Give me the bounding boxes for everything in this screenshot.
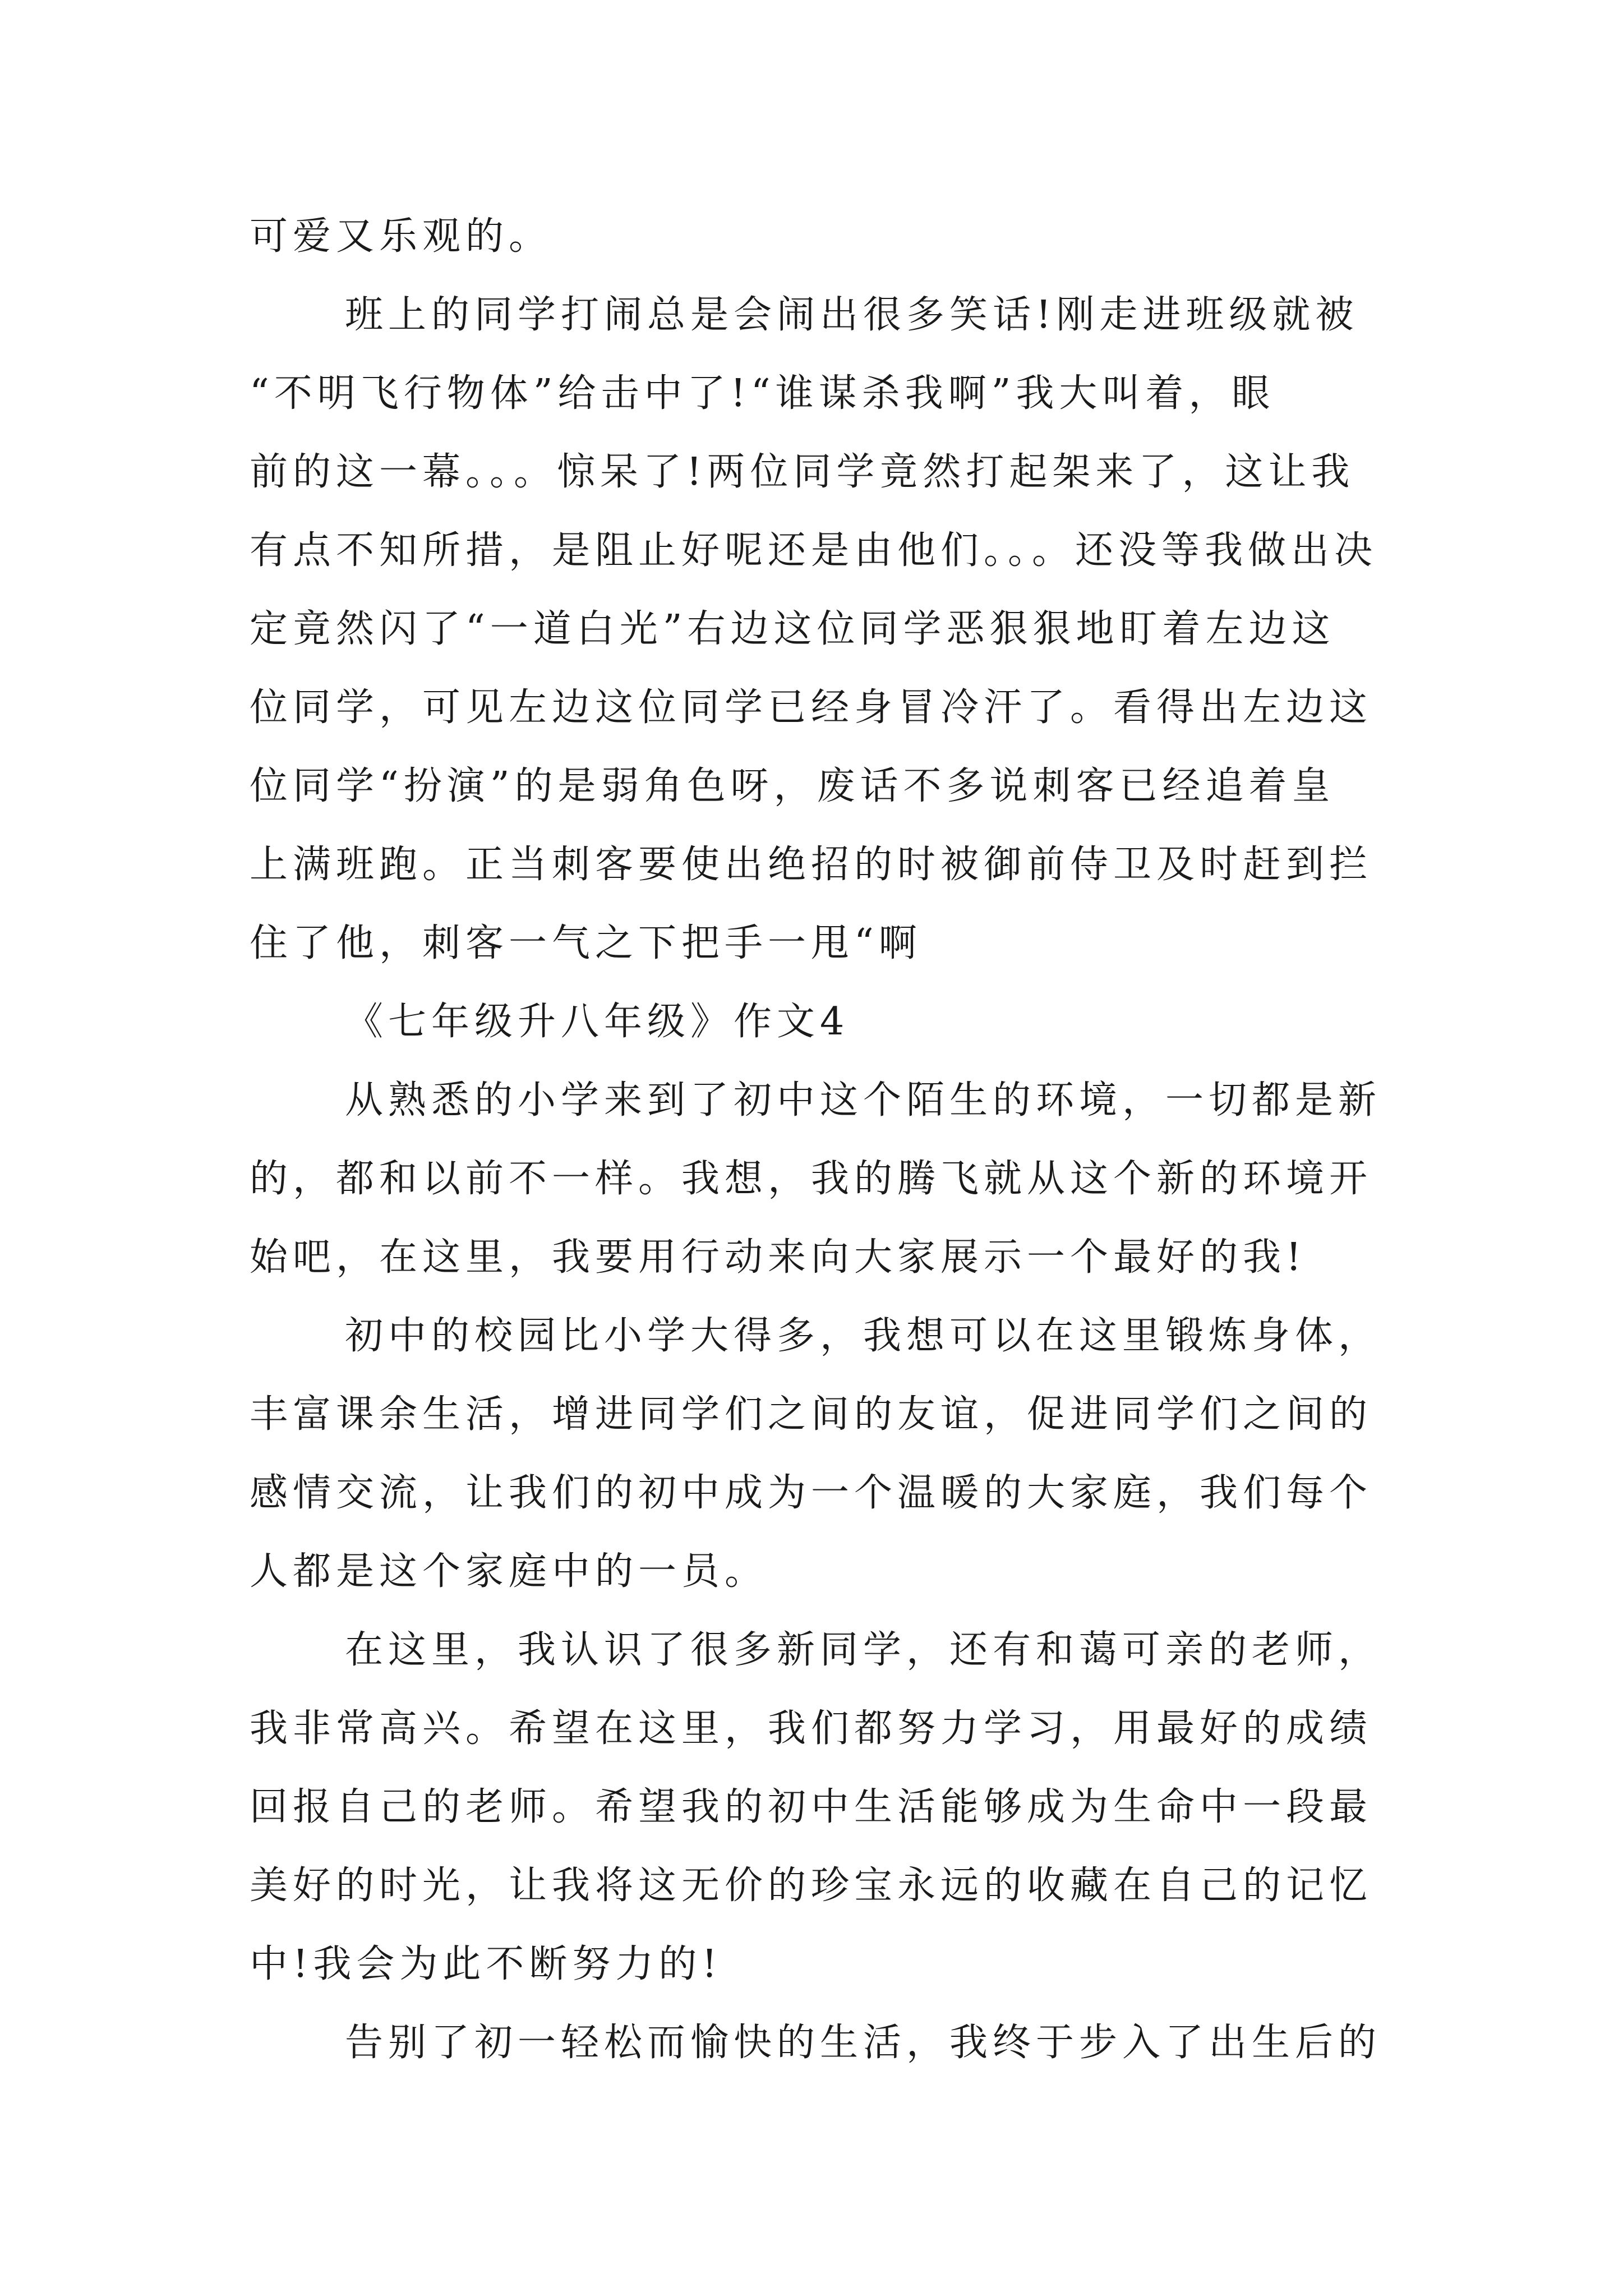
text-line: 感情交流，让我们的初中成为一个温暖的大家庭，我们每个 [250, 1471, 1373, 1515]
text-line: 住了他，刺客一气之下把手一甩“啊 [250, 921, 922, 965]
text-line: 的，都和以前不一样。我想，我的腾飞就从这个新的环境开 [250, 1157, 1373, 1201]
text-line: 定竟然闪了“一道白光”右边这位同学恶狠狠地盯着左边这 [250, 607, 1335, 651]
text-line: 始吧，在这里，我要用行动来向大家展示一个最好的我! [250, 1235, 1307, 1280]
text-line: 回报自己的老师。希望我的初中生活能够成为生命中一段最 [250, 1785, 1373, 1829]
text-line: 中!我会为此不断努力的! [250, 1942, 722, 1986]
text-line: “不明飞行物体”给击中了!“谁谋杀我啊”我大叫着，眼 [250, 371, 1275, 416]
text-line: 位同学，可见左边这位同学已经身冒冷汗了。看得出左边这 [250, 685, 1373, 730]
paragraph-start-line: 告别了初一轻松而愉快的生活，我终于步入了出生后的 [345, 2021, 1382, 2065]
text-line: 有点不知所措，是阻止好呢还是由他们。。。还没等我做出决 [250, 528, 1378, 573]
text-line: 可爱又乐观的。 [250, 214, 552, 259]
paragraph-start-line: 从熟悉的小学来到了初中这个陌生的环境，一切都是新 [345, 1078, 1382, 1122]
essay-text [250, 197, 1382, 2082]
text-line: 美好的时光，让我将这无价的珍宝永远的收藏在自己的记忆 [250, 1864, 1373, 1908]
paragraph-start-line: 在这里，我认识了很多新同学，还有和蔼可亲的老师， [345, 1628, 1382, 1672]
paragraph-start-line: 初中的校园比小学大得多，我想可以在这里锻炼身体， [345, 1314, 1382, 1358]
text-line: 上满班跑。正当刺客要使出绝招的时被御前侍卫及时赶到拦 [250, 843, 1373, 887]
text-line: 丰富课余生活，增进同学们之间的友谊，促进同学们之间的 [250, 1392, 1373, 1437]
paragraph-start-line: 班上的同学打闹总是会闹出很多笑话!刚走进班级就被 [345, 293, 1359, 337]
text-line: 位同学“扮演”的是弱角色呀，废话不多说刺客已经追着皇 [250, 764, 1335, 808]
essay-heading: 《七年级升八年级》作文4 [345, 1000, 850, 1044]
text-line: 人都是这个家庭中的一员。 [250, 1549, 768, 1594]
text-line: 前的这一幕。。。惊呆了!两位同学竟然打起架来了，这让我 [250, 450, 1355, 494]
text-line: 我非常高兴。希望在这里，我们都努力学习，用最好的成绩 [250, 1706, 1373, 1751]
